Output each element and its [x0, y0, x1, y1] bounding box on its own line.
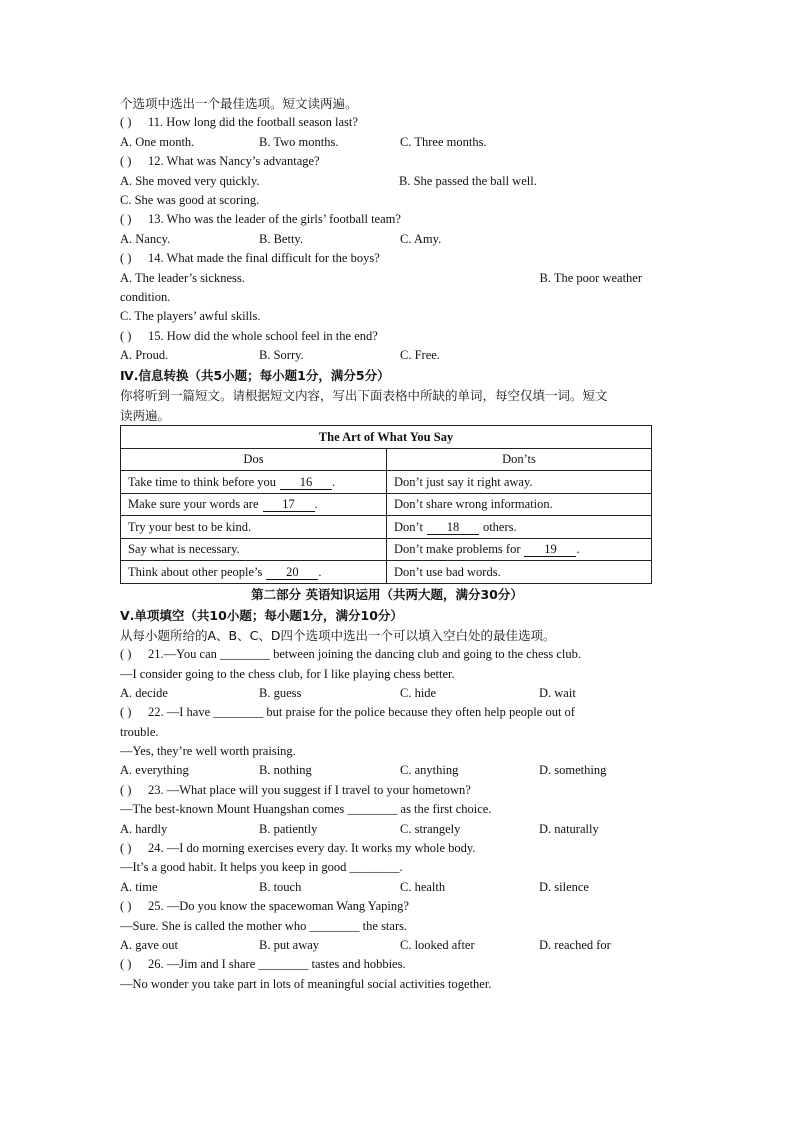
- blank-18[interactable]: 18: [427, 520, 479, 535]
- section-5-instruction: 从每小题所给的A、B、C、D四个选项中选出一个可以填入空白处的最佳选项。: [120, 627, 556, 643]
- answer-paren[interactable]: ( ): [120, 899, 132, 914]
- question-line: —It’s a good habit. It helps you keep in good ________.: [120, 860, 403, 875]
- option-a[interactable]: A. Proud.: [120, 348, 169, 363]
- answer-paren[interactable]: ( ): [120, 115, 132, 130]
- option-b[interactable]: B. guess: [259, 685, 302, 700]
- option-d[interactable]: D. reached for: [539, 938, 611, 952]
- blank-16[interactable]: 16: [280, 475, 332, 490]
- question-stem: 14. What made the final difficult for the boys?: [148, 251, 380, 266]
- option-c[interactable]: C. strangely: [400, 821, 461, 836]
- option-c[interactable]: C. hide: [400, 685, 437, 700]
- blank-20[interactable]: 20: [266, 565, 318, 580]
- section-4-instruction-cont: 读两遍。: [120, 407, 171, 423]
- option-a[interactable]: A. Nancy.: [120, 231, 171, 246]
- answer-paren[interactable]: ( ): [120, 212, 132, 227]
- exam-page: [120, 94, 654, 994]
- col-header-dos: Dos: [121, 448, 387, 471]
- table-row: Think about other people’s 20 . Don’t use bad words.: [121, 561, 652, 584]
- option-c[interactable]: C. She was good at scoring.: [120, 192, 260, 207]
- part-2-heading: 第二部分 英语知识运用（共两大题，满分30分）: [251, 586, 523, 602]
- question-stem: 26. —Jim and I share ________ tastes and hobbies.: [148, 957, 406, 972]
- instruction-tail: 个选项中选出一个最佳选项。短文读两遍。: [120, 96, 358, 111]
- mc-question: [120, 897, 654, 955]
- option-a[interactable]: A. She moved very quickly.: [120, 173, 260, 188]
- blank-19[interactable]: 19: [524, 542, 576, 557]
- option-a[interactable]: A. time: [120, 879, 158, 894]
- option-c[interactable]: C. Free.: [400, 348, 440, 363]
- question-line: —Yes, they’re well worth praising.: [120, 744, 296, 759]
- option-c[interactable]: C. Amy.: [400, 231, 442, 246]
- option-b[interactable]: B. nothing: [259, 763, 312, 778]
- question-stem: 22. —I have ________ but praise for the police because they often help people out of: [148, 705, 575, 720]
- option-b[interactable]: B. The poor weather: [539, 270, 642, 285]
- question-line: —The best-known Mount Huangshan comes ________ as the first choice.: [120, 802, 492, 817]
- mc-question: [120, 839, 654, 897]
- answer-paren[interactable]: ( ): [120, 782, 132, 797]
- answer-paren[interactable]: ( ): [120, 328, 132, 343]
- answer-paren[interactable]: ( ): [120, 647, 132, 662]
- option-b[interactable]: B. patiently: [259, 821, 318, 836]
- mc-question: [120, 781, 654, 839]
- question-stem: 13. Who was the leader of the girls’ football team?: [148, 212, 401, 227]
- question-line: —I consider going to the chess club, for I like playing chess better.: [120, 666, 455, 681]
- section-5-heading: Ⅴ.单项填空（共10小题；每小题1分，满分10分）: [120, 607, 403, 623]
- option-b[interactable]: B. touch: [259, 879, 302, 894]
- question-stem: 15. How did the whole school feel in the end?: [148, 328, 378, 343]
- mc-question: [120, 645, 654, 703]
- table-row: Say what is necessary. Don’t make problems for 19 .: [121, 538, 652, 561]
- option-a[interactable]: A. gave out: [120, 938, 178, 952]
- option-a[interactable]: A. everything: [120, 763, 189, 778]
- option-d[interactable]: D. naturally: [539, 821, 599, 836]
- blank-17[interactable]: 17: [263, 497, 315, 512]
- option-c[interactable]: C. Three months.: [400, 134, 487, 149]
- option-c[interactable]: C. health: [400, 879, 446, 894]
- listening-question: [120, 210, 654, 249]
- option-c[interactable]: C. anything: [400, 763, 459, 778]
- listening-question: [120, 113, 654, 152]
- option-b[interactable]: B. She passed the ball well.: [399, 173, 537, 188]
- option-b-continued: condition.: [120, 289, 171, 304]
- option-d[interactable]: D. something: [539, 763, 607, 778]
- option-c[interactable]: C. looked after: [400, 938, 475, 952]
- answer-paren[interactable]: ( ): [120, 841, 132, 856]
- question-stem: 23. —What place will you suggest if I travel to your hometown?: [148, 782, 471, 797]
- question-line: —No wonder you take part in lots of meaningful social activities together.: [120, 976, 492, 991]
- question-stem: 11. How long did the football season last?: [148, 115, 358, 130]
- option-b[interactable]: B. Betty.: [259, 231, 303, 246]
- listening-question: [120, 152, 654, 210]
- mc-question: [120, 955, 654, 994]
- table-row: Try your best to be kind. Don’t 18 others.: [121, 516, 652, 539]
- col-header-donts: Don’ts: [387, 448, 652, 471]
- info-table: [120, 425, 652, 584]
- table-row: Take time to think before you 16 . Don’t just say it right away.: [121, 471, 652, 494]
- question-stem: 12. What was Nancy’s advantage?: [148, 154, 320, 169]
- answer-paren[interactable]: ( ): [120, 154, 132, 169]
- option-a[interactable]: A. One month.: [120, 134, 195, 149]
- answer-paren[interactable]: ( ): [120, 957, 132, 972]
- option-d[interactable]: D. silence: [539, 879, 589, 894]
- table-row: Make sure your words are 17 . Don’t share wrong information.: [121, 493, 652, 516]
- answer-paren[interactable]: ( ): [120, 251, 132, 266]
- section-4-instruction: 你将听到一篇短文。请根据短文内容，写出下面表格中所缺的单词，每空仅填一词。短文: [120, 388, 608, 404]
- option-b[interactable]: B. put away: [259, 938, 320, 952]
- option-a[interactable]: A. decide: [120, 685, 168, 700]
- question-stem: 25. —Do you know the spacewoman Wang Yaping?: [148, 899, 409, 914]
- option-b[interactable]: B. Sorry.: [259, 348, 304, 363]
- question-stem: 24. —I do morning exercises every day. It works my whole body.: [148, 841, 476, 856]
- question-stem: 21.—You can ________ between joining the dancing club and going to the chess club.: [148, 647, 582, 662]
- question-line: —Sure. She is called the mother who ________ the stars.: [120, 918, 408, 933]
- option-b[interactable]: B. Two months.: [259, 134, 339, 149]
- mc-question: [120, 703, 654, 781]
- question-line: trouble.: [120, 724, 159, 739]
- option-d[interactable]: D. wait: [539, 685, 576, 700]
- option-a[interactable]: A. The leader’s sickness.: [120, 270, 245, 285]
- section-4-heading: Ⅳ.信息转换（共5小题；每小题1分，满分5分）: [120, 368, 390, 384]
- option-c[interactable]: C. The players’ awful skills.: [120, 309, 261, 324]
- option-a[interactable]: A. hardly: [120, 821, 168, 836]
- answer-paren[interactable]: ( ): [120, 705, 132, 720]
- listening-question: [120, 249, 654, 327]
- listening-question: [120, 327, 654, 366]
- table-title: The Art of What You Say: [121, 426, 652, 449]
